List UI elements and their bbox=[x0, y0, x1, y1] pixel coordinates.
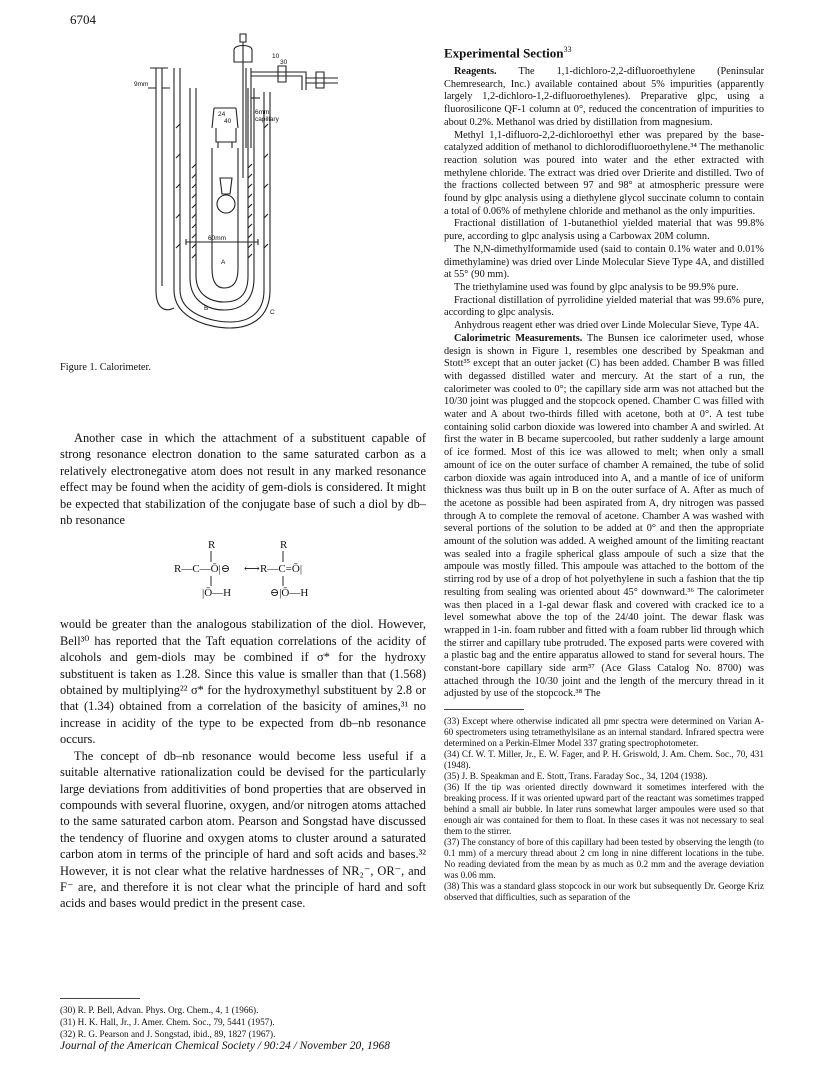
struct-right-r: R bbox=[280, 539, 288, 552]
reagents-paragraph-7: Anhydrous reagent ether was dried over Linde Molecular Sieve, Type 4A. bbox=[454, 320, 760, 332]
calorimetric-text: The Bunsen ice calorimeter used, whose design is shown in Figure 1, resembles one described by Speakman and Stott³⁵ except that an outer jacket (C) has been added. Chamber B was filled with degassed distilled water and mercury. At the start of a run, the calorimeter was cooled to 0°; the capillary side arm was not attached but the 10/30 joint was plugged and the stopcock opened. Chamber C was filled with water and A about two-thirds filled with acetone, both at 0°. A test tube containing solid carbon dioxide was lowered into chamber A and swirled. At first the water in B became supercooled, but rather suddenly a large amount of ice formed. Most of this ice was allowed to melt; when only a small amount of ice on the outer surface of chamber A remained, the tube of solid carbon dioxide was again introduced into A, and a mantle of ice of uniform thickness was thus built up in B on the outer surface of A. After as much of the acetone as possible had been aspirated from A, dry nitrogen was passed through A to complete the removal of acetone. Chamber A was washed with several portions of the solution to be added at 0° and then the appropriate amount of the solution was added. A weighed amount of the limiting reactant was sealed into a fragile spherical glass ampoule of such a size that the ampoule was mostly filled. This ampoule was attached to the bottom of the stirring rod by use of a drop of hot polyethylene in such a fashion that the tip resulting from sealing was oriented about 45° downward.³⁶ The calorimeter was then placed in a 1-gal dewar flask and covered with cracked ice to a level somewhat above the top of the 24/40 joint. The dewar flask was wrapped in 1-in. foam rubber and fitted with a foam rubber lid through which the stirrer and capillary tube protruded. The exposed parts were covered with a plastic bag and the entire apparatus allowed to stand for several hours. The constant-bore capillary side arm³⁷ (Ace Glass Catalog No. 8700) was attached through the 10/30 joint and the length of the mercury thread in it adjusted by use of the stopcock.³⁸ The bbox=[444, 332, 764, 700]
page-number: 6704 bbox=[70, 12, 96, 27]
label-capillary: capillary bbox=[255, 116, 279, 123]
reagents-paragraph-3: Fractional distillation of 1-butanethiol yielded material that was 99.8% pure, according to glpc analysis using a Carbowax 20M column. bbox=[444, 218, 764, 243]
label-joint-10: 10 bbox=[272, 53, 280, 60]
calorimetric-paragraph bbox=[444, 333, 764, 701]
left-column bbox=[60, 430, 426, 912]
footnote-38: (38) This was a standard glass stopcock in our work but subsequently Dr. George Kriz observed that difficulties, such as separation of the bbox=[444, 881, 764, 903]
reagents-paragraph-5: The triethylamine used was found by glpc analysis to be 99.9% pure. bbox=[454, 281, 739, 293]
reagents-paragraph-2: Methyl 1,1-difluoro-2,2-dichloroethyl ether was prepared by the base-catalyzed addition of methanol to dichlorodifluoroethylene.³⁴ The methanolic reaction solution was poured into water and the ether extracted with methylene chloride. The extract was dried over Drierite and distilled. Two of the fractions collected between 97 and 98° at atmospheric pressure were found by glpc analysis using a diethylene glycol succinate column to contain a total of 0.06% of methylene chloride and methanol as the only impurities. bbox=[444, 129, 764, 217]
label-chamber-a: A bbox=[221, 259, 226, 266]
struct-left-main: R—C—Ō|⊖ bbox=[174, 563, 231, 576]
footnote-37: (37) The constancy of bore of this capillary had been tested by observing the length (to 0.1 mm) of a mercury thread about 2 cm long in nine different locations in the tube. No reading deviated from the mean by as much as 0.2 mm and the average deviation was 0.06 mm. bbox=[444, 837, 764, 881]
footnote-34: (34) Cf. W. T. Miller, Jr., E. W. Fager, and P. H. Griswold, J. Am. Chem. Soc., 70, 431 (1948). bbox=[444, 749, 764, 771]
resonance-structure bbox=[60, 536, 426, 608]
struct-left-bottom: |Ō—H bbox=[202, 587, 232, 600]
label-capillary-6mm: 6mm bbox=[255, 109, 270, 116]
reagents-paragraph-4: The N,N-dimethylformamide used (said to contain 0.1% water and 0.01% dimethylamine) was dried over Linde Molecular Sieve Type 4A, and distilled at 55° (90 mm). bbox=[444, 243, 764, 281]
left-footnotes bbox=[60, 1005, 426, 1041]
figure-caption: Figure 1. Calorimeter. bbox=[60, 362, 151, 373]
left-paragraph-2: would be greater than the analogous stabilization of the diol. However, Bell³⁰ has reported that the Taft equation correlations of the acidity of alcohols and gem-diols may be combined if σ* for the hydroxy substituent is taken as 1.28. Since this value is smaller than that (1.568) obtained by multiplying²² σ* for the hydroxymethyl substituent by 2.8 or that (1.34) obtained from a correlation of the basicity of amines,³¹ no increase in acidity of the type to be expected from db–nb resonance occurs. bbox=[60, 617, 426, 747]
left-paragraph-1: Another case in which the attachment of a substituent capable of strong resonance electron donation to the same saturated carbon as a relatively electronegative atom does not result in any marked resonance effect may be found when the acidity of gem-diols is considered. It might be expected that stabilization of the conjugate base of such a diol by db–nb resonance bbox=[60, 431, 426, 528]
label-9mm: 9mm bbox=[134, 81, 149, 88]
label-joint-30: 30 bbox=[280, 59, 288, 66]
reagents-paragraph-6: Fractional distillation of pyrrolidine yielded material that was 99.6% pure, according to glpc analysis. bbox=[444, 294, 764, 319]
right-column bbox=[444, 44, 764, 903]
footnote-35: (35) J. B. Speakman and E. Stott, Trans. Faraday Soc., 34, 1204 (1938). bbox=[444, 771, 708, 782]
label-chamber-c: C bbox=[270, 309, 275, 316]
resonance-structure-drawing bbox=[60, 536, 426, 608]
journal-footer: Journal of the American Chemical Society / 90:24 / November 20, 1968 bbox=[60, 1040, 391, 1052]
calorimetric-label: Calorimetric Measurements. bbox=[454, 332, 583, 344]
section-title-text: Experimental Section bbox=[444, 45, 564, 61]
label-60mm: 60mm bbox=[208, 235, 227, 242]
calorimeter-drawing bbox=[120, 28, 350, 348]
reagents-label: Reagents. bbox=[454, 66, 497, 78]
footnote-30: (30) R. P. Bell, Advan. Phys. Org. Chem., 4, 1 (1966). bbox=[60, 1005, 259, 1015]
label-chamber-b: B bbox=[204, 305, 209, 312]
calorimeter-figure bbox=[120, 28, 350, 348]
struct-right-bottom: ⊖|Ō—H bbox=[270, 587, 309, 600]
footnote-divider bbox=[60, 998, 140, 999]
reagents-text-1: The 1,1-dichloro-2,2-difluoroethylene (Peninsular Chemresearch, Inc.) available contained about 5% impurities (apparently largely 1,2-dichloro-1,2-difluoroethylenes). Preparative glpc, using a fluorosilicone QF-1 column at 0°, reduced the concentration of impurities to about 0.2%. Methanol was dried by distillation from magnesium. bbox=[444, 66, 765, 128]
label-joint-24: 24 bbox=[218, 111, 226, 118]
reagents-paragraph-1 bbox=[444, 66, 764, 130]
footnote-32: (32) R. G. Pearson and J. Songstad, ibid., 89, 1827 (1967). bbox=[60, 1029, 276, 1039]
section-title-ref: 33 bbox=[563, 45, 572, 54]
footnote-33: (33) Except where otherwise indicated all pmr spectra were determined on Varian A-60 spectrometers using tetramethylsilane as an internal standard. Infrared spectra were determined on a Perkin-Elmer Model 337 grating spectrophotometer. bbox=[444, 716, 764, 749]
struct-left-r: R bbox=[208, 539, 216, 552]
footnote-31: (31) H. K. Hall, Jr., J. Amer. Chem. Soc., 79, 5441 (1957). bbox=[60, 1017, 275, 1027]
section-title bbox=[444, 44, 764, 60]
struct-arrow: ⟷ bbox=[244, 563, 260, 576]
left-paragraph-3: The concept of db–nb resonance would become less useful if a suitable alternative rationalization could be devised for the particularly large deviations from additivities of bond properties that are observed in compounds with several fluorine, oxygen, and/or nitrogen atoms attached to the same saturated carbon atom. Pearson and Songstad have discussed the tendency of fluorine and oxygen atoms to cluster around a saturated carbon atom in terms of the principle of hard and soft acids and bases.³² However, it is not clear what the relative hardnesses of NR₂⁻, OR⁻, and F⁻ are, and therefore it is not clear what the principle of hard and soft acids and bases would predict in the present case. bbox=[60, 748, 426, 911]
right-footnote-divider bbox=[444, 709, 524, 710]
struct-right-main: R—C=Ō| bbox=[260, 563, 303, 576]
label-joint-40: 40 bbox=[224, 118, 232, 125]
footnote-36: (36) If the tip was oriented directly downward it sometimes interfered with the breaking process. If it was oriented upward part of the reactant was sometimes trapped behind a small air bubble. In later runs somewhat larger ampoules were used so that enough air was contained for them to float. In these cases it was not necessary to seal them to the stirrer. bbox=[444, 782, 764, 837]
